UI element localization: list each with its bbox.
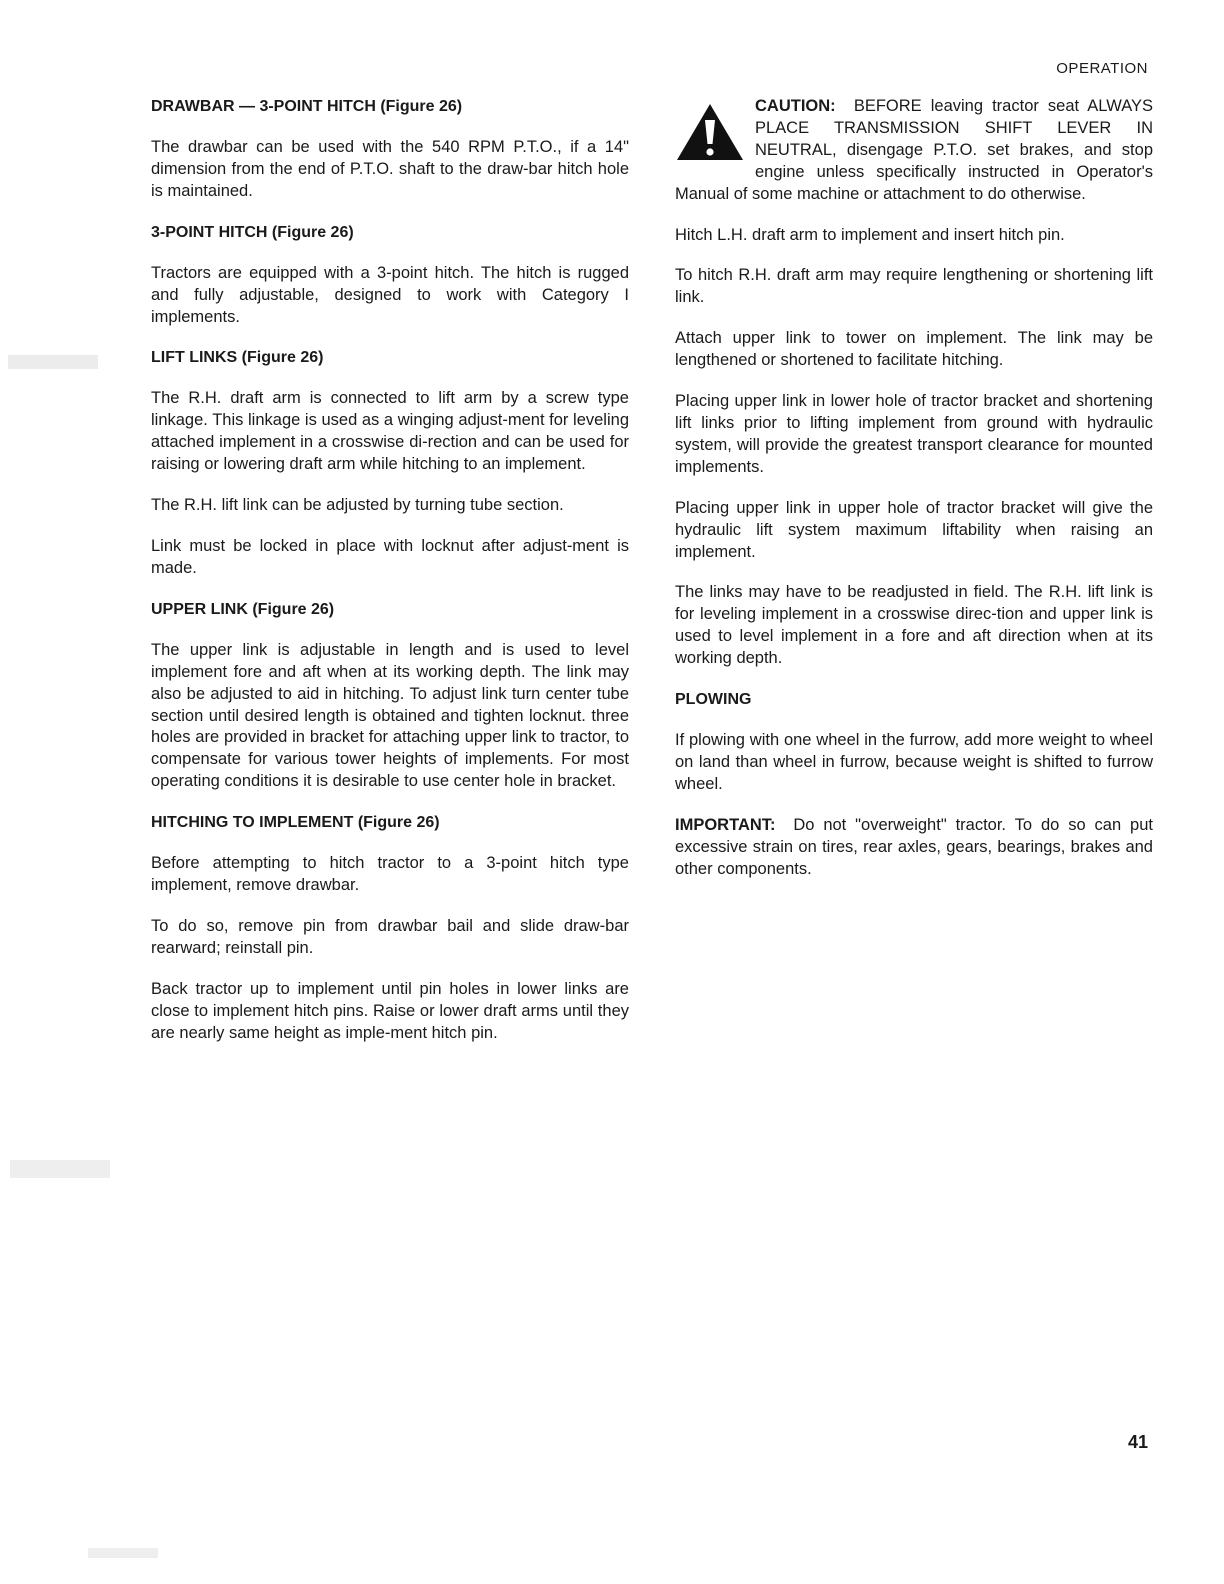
paragraph: The drawbar can be used with the 540 RPM P.T.O., if a 14" dimension from the end of P.T.O. shaft to the draw-bar hitch hole is maintained. xyxy=(151,138,629,200)
section-heading-3-point-hitch: 3-POINT HITCH (Figure 26) xyxy=(151,223,354,241)
caution-label: CAUTION: xyxy=(755,97,836,115)
paragraph: Hitch L.H. draft arm to implement and insert hitch pin. xyxy=(675,225,1065,244)
important-body: Do not "overweight" tractor. To do so can put excessive strain on tires, rear axles, gears, bearings, brakes and other components. xyxy=(675,815,1153,878)
scan-speck xyxy=(10,1160,110,1178)
warning-triangle-icon xyxy=(675,102,745,162)
paragraph: Placing upper link in upper hole of tractor bracket will give the hydraulic lift system maximum liftability when raising an implement. xyxy=(675,498,1153,561)
section-heading-lift-links: LIFT LINKS (Figure 26) xyxy=(151,349,324,367)
scan-speck xyxy=(88,1548,158,1558)
left-column xyxy=(151,96,629,1063)
right-column xyxy=(675,96,1153,899)
paragraph: The upper link is adjustable in length and is used to level implement fore and aft when at its working depth. The link may also be adjusted to aid in hitching. To adjust link turn center tube section until desired length is obtained and tighten locknut. three holes are provided in bracket for attaching upper link to tractor, to compensate for various tower heights of implements. For most operating conditions it is desirable to use center hole in bracket. xyxy=(151,640,629,791)
section-heading-plowing: PLOWING xyxy=(675,691,752,709)
paragraph: If plowing with one wheel in the furrow, add more weight to wheel on land than wheel in furrow, because weight is shifted to furrow wheel. xyxy=(675,731,1153,793)
section-heading-hitching: HITCHING TO IMPLEMENT (Figure 26) xyxy=(151,814,440,832)
paragraph: The R.H. draft arm is connected to lift arm by a screw type linkage. This linkage is used as a winging adjust-ment for leveling attached implement in a crosswise di-rection and can be used for raising or lowering draft arm while hitching to an implement. xyxy=(151,389,629,474)
caution-notice xyxy=(675,96,1153,206)
section-heading-drawbar: DRAWBAR — 3-POINT HITCH (Figure 26) xyxy=(151,98,463,115)
important-label: IMPORTANT: xyxy=(675,815,776,834)
section-heading-upper-link: UPPER LINK (Figure 26) xyxy=(151,600,335,618)
paragraph: Placing upper link in lower hole of tractor bracket and shortening lift links prior to lifting implement from ground with hydraulic system, will provide the greatest transport clearance for mounted implements. xyxy=(675,392,1153,476)
caution-text xyxy=(675,96,1153,206)
caution-body: BEFORE leaving tractor seat ALWAYS PLACE TRANSMISSION SHIFT LEVER IN NEUTRAL, disengage P.T.O. set brakes, and stop engine unless specifically instructed in Operator's Manual of some machine or attachment to do otherwise. xyxy=(675,97,1153,203)
paragraph: The links may have to be readjusted in field. The R.H. lift link is for leveling implement in a crosswise direc-tion and upper link is used to level implement in a fore and aft direction when at its working depth. xyxy=(675,583,1153,668)
running-head: OPERATION xyxy=(1056,60,1148,77)
important-notice xyxy=(675,815,1153,881)
paragraph: Link must be locked in place with locknut after adjust-ment is made. xyxy=(151,536,629,577)
paragraph: To do so, remove pin from drawbar bail and slide draw-bar rearward; reinstall pin. xyxy=(151,916,629,957)
paragraph: Back tractor up to implement until pin holes in lower links are close to implement hitch pins. Raise or lower draft arms until they are nearly same height as imple-ment hitch pin. xyxy=(151,979,629,1042)
paragraph: The R.H. lift link can be adjusted by turning tube section. xyxy=(151,496,564,515)
paragraph: Attach upper link to tower on implement. The link may be lengthened or shortened to facilitate hitching. xyxy=(675,329,1153,370)
paragraph: Tractors are equipped with a 3-point hitch. The hitch is rugged and fully adjustable, designed to work with Category I implements. xyxy=(151,263,629,326)
scan-speck xyxy=(8,355,98,369)
page-number: 41 xyxy=(1127,1432,1148,1452)
paragraph: To hitch R.H. draft arm may require lengthening or shortening lift link. xyxy=(675,266,1153,307)
paragraph: Before attempting to hitch tractor to a 3-point hitch type implement, remove drawbar. xyxy=(151,854,629,895)
